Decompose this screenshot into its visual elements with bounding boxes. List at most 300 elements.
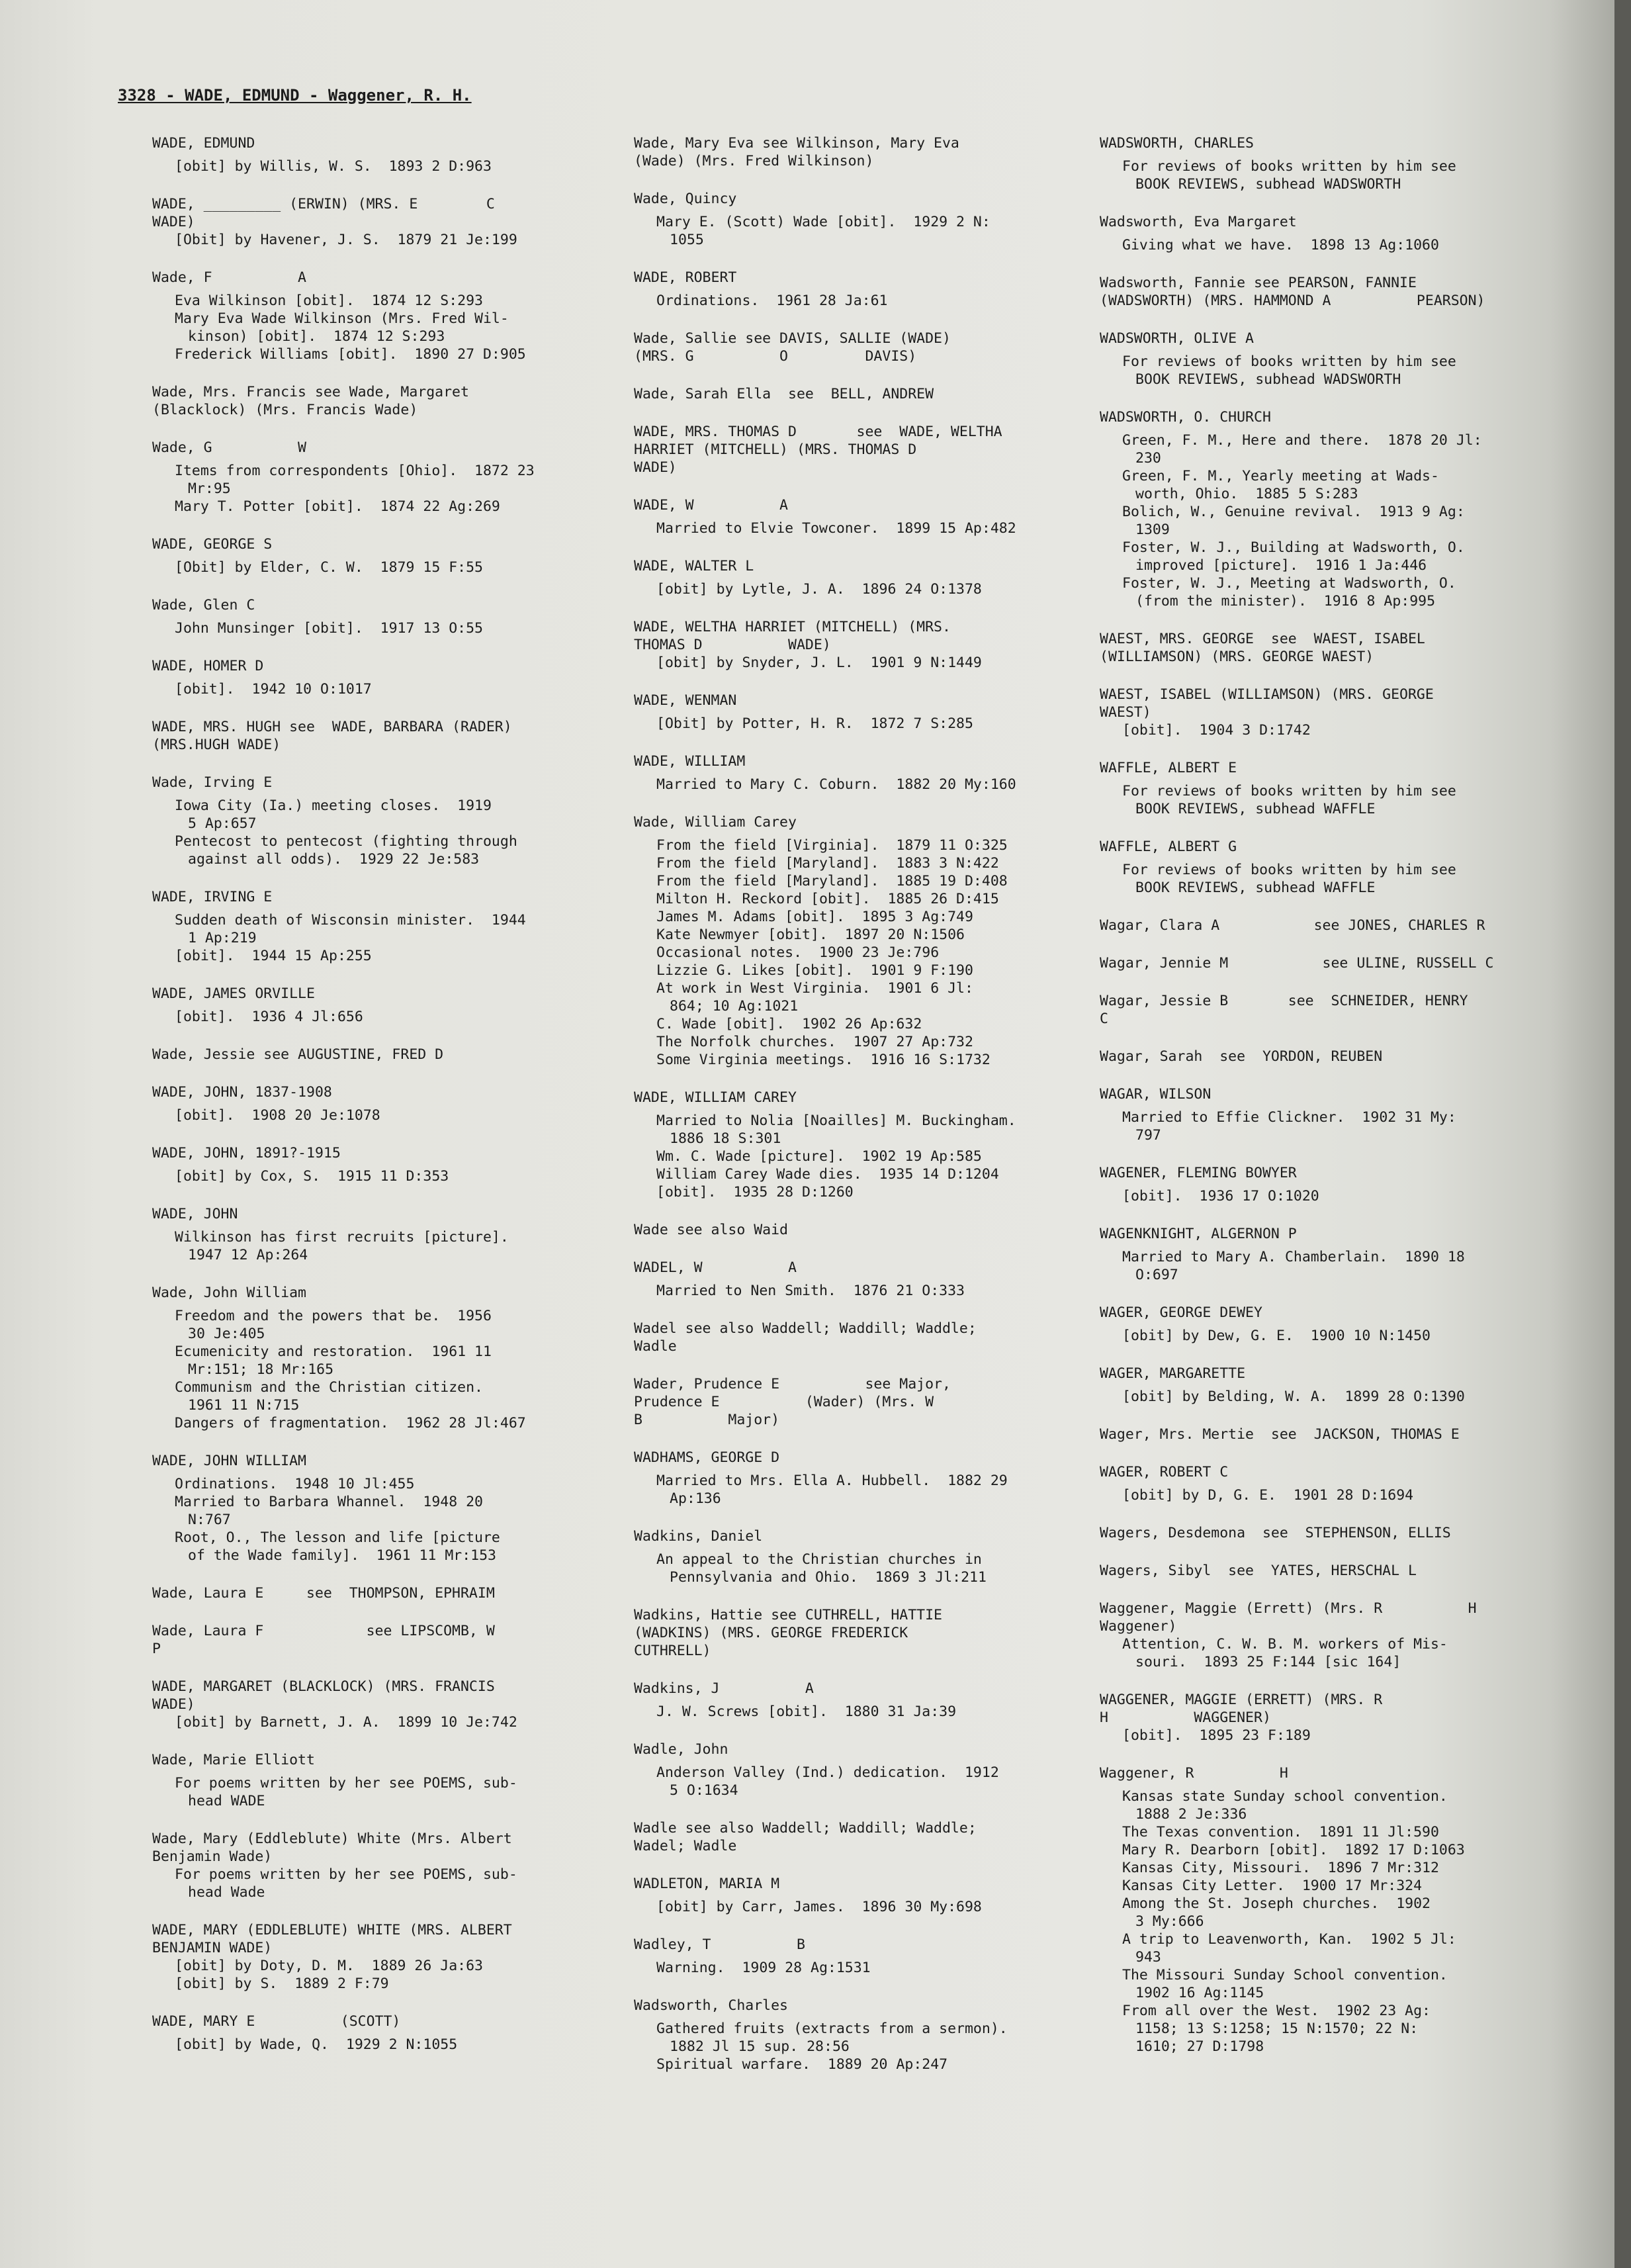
entry-heading: WADE, JOHN WILLIAM (152, 1453, 306, 1469)
entry-heading: Wadkins, Daniel (634, 1528, 763, 1545)
index-entry (1100, 1691, 1523, 1745)
index-entry (634, 496, 1090, 537)
entry-line: head WADE (188, 1793, 265, 1809)
entry-line: B Major) (634, 1412, 780, 1428)
entry-heading: WADE, MRS. HUGH see WADE, BARBARA (RADER) (152, 719, 512, 735)
index-entry (1100, 1304, 1523, 1345)
entry-heading: Wadle see also Waddell; Waddill; Waddle; (634, 1820, 977, 1837)
entry-line: [obit]. 1942 10 O:1017 (175, 681, 372, 698)
entry-heading: Wagar, Jessie B see SCHNEIDER, HENRY (1100, 993, 1468, 1009)
entry-heading: WADE, JOHN (152, 1206, 238, 1222)
entry-line: Ecumenicity and restoration. 1961 11 (175, 1343, 492, 1360)
entry-heading: Wade, Quincy (634, 191, 737, 207)
index-entry (1100, 1225, 1523, 1284)
entry-heading: Wadkins, J A (634, 1680, 814, 1697)
entry-line: 3 My:666 (1135, 1913, 1204, 1930)
entry-heading: Wagar, Jennie M see ULINE, RUSSELL C (1100, 955, 1494, 972)
entry-heading: WADEL, W A (634, 1259, 797, 1276)
entry-line: Married to Mary C. Coburn. 1882 20 My:160 (656, 776, 1016, 793)
entry-line: Eva Wilkinson [obit]. 1874 12 S:293 (175, 293, 483, 309)
entry-line: Married to Mrs. Ella A. Hubbell. 1882 29 (656, 1473, 1008, 1489)
entry-line: C. Wade [obit]. 1902 26 Ap:632 (656, 1016, 922, 1032)
entry-heading: Wadkins, Hattie see CUTHRELL, HATTIE (634, 1607, 942, 1623)
entry-line: Mary Eva Wade Wilkinson (Mrs. Fred Wil- (175, 310, 509, 327)
entry-line: [obit]. 1908 20 Je:1078 (175, 1107, 380, 1124)
index-entry (1100, 954, 1523, 972)
entry-line: Gathered fruits (extracts from a sermon). (656, 2020, 1008, 2037)
entry-line: From all over the West. 1902 23 Ag: (1122, 2003, 1431, 2019)
entry-line: 1882 Jl 15 sup. 28:56 (670, 2038, 850, 2055)
entry-line: Green, F. M., Here and there. 1878 20 Jl: (1122, 432, 1482, 449)
index-entry (634, 1997, 1090, 2073)
index-entry (152, 657, 629, 698)
entry-line: 30 Je:405 (188, 1326, 265, 1342)
entry-line: (WILLIAMSON) (MRS. GEORGE WAEST) (1100, 649, 1374, 665)
entry-line: BENJAMIN WADE) (152, 1940, 273, 1956)
entry-line: Items from correspondents [Ohio]. 1872 23 (175, 463, 535, 479)
entry-line: Mary E. (Scott) Wade [obit]. 1929 2 N: (656, 214, 991, 230)
index-entry (1100, 1764, 1523, 2056)
entry-heading: Wade, G W (152, 439, 306, 456)
entry-line: 5 O:1634 (670, 1782, 738, 1799)
entry-line: Mr:151; 18 Mr:165 (188, 1361, 334, 1378)
entry-line: [obit] by S. 1889 2 F:79 (175, 1975, 389, 1992)
index-entry (1100, 134, 1523, 193)
index-entry (152, 439, 629, 516)
entry-line: Freedom and the powers that be. 1956 (175, 1308, 492, 1324)
entry-line: 797 (1135, 1127, 1161, 1144)
entry-heading: WADE, W A (634, 497, 788, 514)
entry-line: (WADKINS) (MRS. GEORGE FREDERICK (634, 1625, 908, 1641)
entry-line: Married to Nolia [Noailles] M. Buckingham. (656, 1112, 1016, 1129)
index-entry (634, 1875, 1090, 1916)
entry-line: BOOK REVIEWS, subhead WADSWORTH (1135, 371, 1401, 388)
entry-line: 1 Ap:219 (188, 930, 257, 946)
entry-heading: WADE, GEORGE S (152, 536, 273, 553)
entry-line: Pentecost to pentecost (fighting through (175, 833, 517, 850)
entry-line: C (1100, 1011, 1108, 1027)
entry-line: Married to Nen Smith. 1876 21 O:333 (656, 1283, 965, 1299)
entry-heading: WAGER, MARGARETTE (1100, 1365, 1246, 1382)
entry-line: [obit] by Belding, W. A. 1899 28 O:1390 (1122, 1388, 1465, 1405)
entry-heading: WADE, HOMER D (152, 658, 264, 674)
entry-heading: Wade, Jessie see AUGUSTINE, FRED D (152, 1046, 444, 1063)
entry-heading: WADSWORTH, O. CHURCH (1100, 409, 1271, 426)
entry-heading: WADE, JAMES ORVILLE (152, 985, 315, 1002)
entry-line: 943 (1135, 1949, 1161, 1966)
index-entry (1100, 1085, 1523, 1144)
entry-heading: Wadel see also Waddell; Waddill; Waddle; (634, 1320, 977, 1337)
entry-heading: Wade, John William (152, 1285, 306, 1301)
entry-line: John Munsinger [obit]. 1917 13 O:55 (175, 620, 483, 637)
entry-heading: WAGENKNIGHT, ALGERNON P (1100, 1226, 1297, 1242)
index-entry (1100, 759, 1523, 818)
index-entry (1100, 686, 1523, 739)
index-entry (152, 1083, 629, 1124)
entry-line: From the field [Maryland]. 1885 19 D:408 (656, 873, 1008, 889)
entry-line: For poems written by her see POEMS, sub- (175, 1775, 517, 1792)
entry-line: 1947 12 Ap:264 (188, 1247, 308, 1263)
entry-line: 1055 (670, 232, 704, 248)
entry-line: Green, F. M., Yearly meeting at Wads- (1122, 468, 1439, 484)
index-entry (152, 2013, 629, 2054)
entry-line: 1961 11 N:715 (188, 1397, 300, 1414)
index-entry (152, 1584, 629, 1602)
entry-heading: WADE, WILLIAM (634, 753, 746, 770)
entry-line: William Carey Wade dies. 1935 14 D:1204 (656, 1166, 999, 1183)
entry-line: Giving what we have. 1898 13 Ag:1060 (1122, 237, 1439, 253)
entry-line: Warning. 1909 28 Ag:1531 (656, 1960, 871, 1976)
index-entry (1100, 1524, 1523, 1542)
entry-line: Wadel; Wadle (634, 1838, 737, 1854)
entry-heading: WAGAR, WILSON (1100, 1086, 1212, 1103)
entry-line: WADE) (152, 214, 195, 230)
index-entry (152, 1284, 629, 1432)
entry-line: From the field [Virginia]. 1879 11 O:325 (656, 837, 1008, 854)
index-entry (152, 596, 629, 637)
index-entry (634, 134, 1090, 170)
entry-line: Kate Newmyer [obit]. 1897 20 N:1506 (656, 927, 965, 943)
entry-line: [obit] by Cox, S. 1915 11 D:353 (175, 1168, 449, 1185)
entry-heading: WADE, WENMAN (634, 692, 737, 709)
entry-line: Frederick Williams [obit]. 1890 27 D:905 (175, 346, 526, 363)
index-entry (1100, 838, 1523, 897)
entry-heading: Wade, Marie Elliott (152, 1752, 315, 1768)
entry-line: [obit]. 1936 4 Jl:656 (175, 1009, 363, 1025)
index-entry (152, 535, 629, 576)
index-entry (634, 618, 1090, 672)
entry-line: (MRS.HUGH WADE) (152, 737, 281, 753)
index-entry (152, 195, 629, 249)
index-entry (634, 1936, 1090, 1977)
entry-heading: Wader, Prudence E see Major, (634, 1376, 951, 1392)
entry-heading: Wadle, John (634, 1741, 728, 1758)
entry-line: Married to Mary A. Chamberlain. 1890 18 (1122, 1249, 1465, 1265)
index-entry (152, 134, 629, 175)
entry-line: Benjamin Wade) (152, 1848, 273, 1865)
entry-line: souri. 1893 25 F:144 [sic 164] (1135, 1654, 1401, 1670)
entry-line: WADE) (634, 459, 677, 476)
entry-line: For reviews of books written by him see (1122, 783, 1456, 799)
entry-heading: Wadley, T B (634, 1936, 805, 1953)
entry-heading: WAGGENER, MAGGIE (ERRETT) (MRS. R (1100, 1692, 1383, 1708)
index-entry (1100, 1048, 1523, 1066)
entry-heading: WADE, WALTER L (634, 558, 754, 574)
entry-line: Sudden death of Wisconsin minister. 1944 (175, 912, 526, 929)
index-entry (152, 1144, 629, 1185)
index-entry (1100, 274, 1523, 310)
entry-line: BOOK REVIEWS, subhead WAFFLE (1135, 801, 1376, 817)
entry-line: H WAGGENER) (1100, 1709, 1271, 1726)
entry-line: 1309 (1135, 522, 1170, 538)
entry-line: WADE) (152, 1696, 195, 1713)
index-entry (152, 1205, 629, 1264)
index-entry (634, 269, 1090, 310)
entry-line: The Missouri Sunday School convention. (1122, 1967, 1448, 1983)
index-entry (634, 385, 1090, 403)
entry-line: Among the St. Joseph churches. 1902 (1122, 1895, 1431, 1912)
entry-line: N:767 (188, 1512, 231, 1528)
entry-line: worth, Ohio. 1885 5 S:283 (1135, 486, 1358, 502)
index-entry (152, 774, 629, 868)
entry-line: For reviews of books written by him see (1122, 862, 1456, 878)
index-entry (1100, 1600, 1523, 1671)
entry-line: (WADSWORTH) (MRS. HAMMOND A PEARSON) (1100, 293, 1485, 309)
entry-line: [obit] by D, G. E. 1901 28 D:1694 (1122, 1487, 1414, 1504)
index-entry (152, 1622, 629, 1658)
index-entry (634, 1819, 1090, 1855)
entry-line: James M. Adams [obit]. 1895 3 Ag:749 (656, 909, 973, 925)
entry-heading: WADE, JOHN, 1891?-1915 (152, 1145, 341, 1161)
entry-line: (Blacklock) (Mrs. Francis Wade) (152, 402, 418, 418)
entry-line: [obit]. 1904 3 D:1742 (1122, 722, 1311, 739)
entry-line: [Obit] by Potter, H. R. 1872 7 S:285 (656, 715, 973, 732)
entry-heading: Wadsworth, Fannie see PEARSON, FANNIE (1100, 275, 1417, 291)
entry-line: WAEST) (1100, 704, 1151, 721)
entry-heading: Wadsworth, Charles (634, 1997, 788, 2014)
entry-heading: Wade, Laura E see THOMPSON, EPHRAIM (152, 1585, 495, 1602)
entry-heading: Wade, William Carey (634, 814, 797, 831)
entry-line: Mary T. Potter [obit]. 1874 22 Ag:269 (175, 498, 500, 515)
entry-line: CUTHRELL) (634, 1643, 711, 1659)
entry-heading: WADE, IRVING E (152, 889, 273, 905)
index-column-1 (152, 134, 629, 2073)
entry-line: A trip to Leavenworth, Kan. 1902 5 Jl: (1122, 1931, 1456, 1948)
entry-heading: WAFFLE, ALBERT G (1100, 839, 1237, 855)
entry-heading: WAFFLE, ALBERT E (1100, 760, 1237, 776)
index-entry (1100, 330, 1523, 388)
entry-line: Kansas state Sunday school convention. (1122, 1788, 1448, 1805)
entry-line: Married to Barbara Whannel. 1948 20 (175, 1494, 483, 1510)
entry-line: Kansas City Letter. 1900 17 Mr:324 (1122, 1878, 1423, 1894)
entry-line: Waggener) (1100, 1618, 1177, 1635)
entry-line: [obit] by Barnett, J. A. 1899 10 Je:742 (175, 1714, 517, 1731)
entry-heading: WAEST, ISABEL (WILLIAMSON) (MRS. GEORGE (1100, 686, 1434, 703)
entry-line: Dangers of fragmentation. 1962 28 Jl:467 (175, 1415, 526, 1431)
entry-line: [obit]. 1895 23 F:189 (1122, 1727, 1311, 1744)
entry-heading: WAGER, GEORGE DEWEY (1100, 1304, 1262, 1321)
entry-line: [obit] by Lytle, J. A. 1896 24 O:1378 (656, 581, 982, 598)
entry-line: kinson) [obit]. 1874 12 S:293 (188, 328, 445, 345)
index-entry (634, 1527, 1090, 1586)
index-column-3 (1100, 134, 1523, 2075)
entry-heading: Wade, Glen C (152, 597, 255, 613)
index-entry (152, 888, 629, 965)
entry-heading: WADE, ROBERT (634, 269, 737, 286)
index-entry (634, 813, 1090, 1069)
entry-heading: WADE, MRS. THOMAS D see WADE, WELTHA (634, 424, 1002, 440)
entry-line: [obit] by Willis, W. S. 1893 2 D:963 (175, 158, 492, 175)
index-entry (152, 1678, 629, 1731)
entry-heading: Wade, Irving E (152, 774, 273, 791)
index-entry (634, 1606, 1090, 1660)
entry-line: HARRIET (MITCHELL) (MRS. THOMAS D (634, 441, 917, 458)
index-entry (152, 1452, 629, 1565)
index-entry (634, 1089, 1090, 1201)
entry-line: [Obit] by Havener, J. S. 1879 21 Je:199 (175, 232, 517, 248)
entry-line: [obit] by Snyder, J. L. 1901 9 N:1449 (656, 655, 982, 671)
entry-heading: Wade, Laura F see LIPSCOMB, W (152, 1623, 495, 1639)
index-entry (1100, 1365, 1523, 1406)
index-entry (634, 1320, 1090, 1355)
index-entry (1100, 992, 1523, 1028)
index-entry (634, 1259, 1090, 1300)
index-entry (634, 1221, 1090, 1239)
entry-line: 1610; 27 D:1798 (1135, 2038, 1264, 2055)
index-entry (152, 1046, 629, 1064)
entry-heading: WAEST, MRS. GEORGE see WAEST, ISABEL (1100, 631, 1425, 647)
index-entry (1100, 1562, 1523, 1580)
index-entry (634, 423, 1090, 476)
entry-line: Wadle (634, 1338, 677, 1355)
entry-line: From the field [Maryland]. 1883 3 N:422 (656, 855, 999, 872)
entry-line: 1888 2 Je:336 (1135, 1806, 1247, 1823)
entry-heading: WADLETON, MARIA M (634, 1876, 780, 1892)
entry-heading: Wade, Sallie see DAVIS, SALLIE (WADE) (634, 330, 951, 347)
entry-line: [obit]. 1936 17 O:1020 (1122, 1188, 1319, 1204)
entry-line: Foster, W. J., Building at Wadsworth, O. (1122, 539, 1465, 556)
entry-heading: WADE, EDMUND (152, 135, 255, 152)
index-entry (152, 985, 629, 1026)
entry-line: Some Virginia meetings. 1916 16 S:1732 (656, 1052, 991, 1068)
entry-line: Communism and the Christian citizen. (175, 1379, 483, 1396)
entry-heading: WADSWORTH, CHARLES (1100, 135, 1254, 152)
index-entry (1100, 1463, 1523, 1504)
entry-heading: WADE, _________ (ERWIN) (MRS. E C (152, 196, 495, 212)
entry-line: 864; 10 Ag:1021 (670, 998, 799, 1015)
entry-line: For poems written by her see POEMS, sub- (175, 1866, 517, 1883)
entry-heading: Wagar, Clara A see JONES, CHARLES R (1100, 917, 1485, 934)
index-entry (152, 1921, 629, 1993)
index-entry (634, 692, 1090, 733)
entry-line: Ordinations. 1948 10 Jl:455 (175, 1476, 415, 1492)
entry-line: BOOK REVIEWS, subhead WAFFLE (1135, 880, 1376, 896)
entry-heading: Wagers, Sibyl see YATES, HERSCHAL L (1100, 1563, 1417, 1579)
entry-line: Ap:136 (670, 1490, 721, 1507)
entry-line: [obit]. 1935 28 D:1260 (656, 1184, 854, 1201)
entry-line: Pennsylvania and Ohio. 1869 3 Jl:211 (670, 1569, 987, 1586)
entry-line: For reviews of books written by him see (1122, 158, 1456, 175)
entry-heading: WADE, WELTHA HARRIET (MITCHELL) (MRS. (634, 619, 951, 635)
entry-line: Married to Elvie Towconer. 1899 15 Ap:482 (656, 520, 1016, 537)
entry-line: The Norfolk churches. 1907 27 Ap:732 (656, 1034, 973, 1050)
entry-line: Occasional notes. 1900 23 Je:796 (656, 944, 940, 961)
entry-line: Ordinations. 1961 28 Ja:61 (656, 293, 888, 309)
entry-line: Iowa City (Ia.) meeting closes. 1919 (175, 797, 492, 814)
entry-line: O:697 (1135, 1267, 1178, 1283)
entry-line: Wilkinson has first recruits [picture]. (175, 1229, 509, 1246)
index-entry (634, 752, 1090, 794)
entry-line: The Texas convention. 1891 11 Jl:590 (1122, 1824, 1439, 1840)
entry-line: [obit]. 1944 15 Ap:255 (175, 948, 372, 964)
entry-line: Mary R. Dearborn [obit]. 1892 17 D:1063 (1122, 1842, 1465, 1858)
entry-heading: WADE, JOHN, 1837-1908 (152, 1084, 332, 1101)
index-entry (1100, 1164, 1523, 1205)
index-entry (634, 190, 1090, 249)
index-entry (152, 1830, 629, 1901)
entry-line: (from the minister). 1916 8 Ap:995 (1135, 593, 1436, 610)
entry-line: Attention, C. W. B. M. workers of Mis- (1122, 1636, 1448, 1653)
index-entry (634, 1680, 1090, 1721)
entry-line: Mr:95 (188, 480, 231, 497)
index-entry (634, 1375, 1090, 1429)
entry-line: An appeal to the Christian churches in (656, 1551, 982, 1568)
entry-line: of the Wade family]. 1961 11 Mr:153 (188, 1547, 496, 1564)
entry-line: Bolich, W., Genuine revival. 1913 9 Ag: (1122, 504, 1465, 520)
entry-heading: Wager, Mrs. Mertie see JACKSON, THOMAS E (1100, 1426, 1460, 1443)
entry-heading: WADE, MARY E (SCOTT) (152, 2013, 401, 2030)
index-entry (1100, 213, 1523, 254)
entry-line: At work in West Virginia. 1901 6 Jl: (656, 980, 973, 997)
entry-line: THOMAS D WADE) (634, 637, 831, 653)
entry-line: 1902 16 Ag:1145 (1135, 1985, 1264, 2001)
index-entry (152, 718, 629, 754)
index-entry (152, 383, 629, 419)
index-entry (634, 330, 1090, 365)
entry-line: Spiritual warfare. 1889 20 Ap:247 (656, 2056, 948, 2073)
entry-heading: WADE, MARGARET (BLACKLOCK) (MRS. FRANCIS (152, 1678, 495, 1695)
entry-heading: Wade, Mrs. Francis see Wade, Margaret (152, 384, 469, 400)
index-entry (634, 1741, 1090, 1799)
entry-heading: Wadsworth, Eva Margaret (1100, 214, 1297, 230)
entry-heading: Wade, Mary Eva see Wilkinson, Mary Eva (634, 135, 959, 152)
entry-line: (MRS. G O DAVIS) (634, 348, 917, 365)
entry-line: [obit] by Doty, D. M. 1889 26 Ja:63 (175, 1958, 483, 1974)
index-entry (634, 557, 1090, 598)
page-header: 3328 - WADE, EDMUND - Waggener, R. H. (118, 86, 472, 105)
index-entry (1100, 408, 1523, 610)
entry-heading: WAGER, ROBERT C (1100, 1464, 1229, 1480)
entry-line: (Wade) (Mrs. Fred Wilkinson) (634, 153, 874, 169)
entry-heading: Waggener, Maggie (Errett) (Mrs. R H (1100, 1600, 1477, 1617)
entry-line: improved [picture]. 1916 1 Ja:446 (1135, 557, 1427, 574)
entry-line: 230 (1135, 450, 1161, 467)
entry-line: Anderson Valley (Ind.) dedication. 1912 (656, 1764, 999, 1781)
entry-heading: Waggener, R H (1100, 1765, 1288, 1782)
entry-line: head Wade (188, 1884, 265, 1901)
entry-heading: WADSWORTH, OLIVE A (1100, 330, 1254, 347)
entry-heading: Wagers, Desdemona see STEPHENSON, ELLIS (1100, 1525, 1451, 1541)
entry-line: Married to Effie Clickner. 1902 31 My: (1122, 1109, 1456, 1126)
entry-line: Root, O., The lesson and life [picture (175, 1529, 500, 1546)
entry-heading: WADE, WILLIAM CAREY (634, 1089, 797, 1106)
entry-line: [obit] by Carr, James. 1896 30 My:698 (656, 1899, 982, 1915)
entry-line: [Obit] by Elder, C. W. 1879 15 F:55 (175, 559, 483, 576)
entry-line: 5 Ap:657 (188, 815, 257, 832)
entry-line: Milton H. Reckord [obit]. 1885 26 D:415 (656, 891, 999, 907)
index-entry (152, 269, 629, 363)
entry-line: [obit] by Dew, G. E. 1900 10 N:1450 (1122, 1328, 1431, 1344)
entry-line: 1886 18 S:301 (670, 1130, 781, 1147)
entry-heading: Wade see also Waid (634, 1222, 788, 1238)
entry-line: Prudence E (Wader) (Mrs. W (634, 1394, 934, 1410)
entry-heading: Wagar, Sarah see YORDON, REUBEN (1100, 1048, 1383, 1065)
entry-line: Wm. C. Wade [picture]. 1902 19 Ap:585 (656, 1148, 982, 1165)
entry-heading: Wade, Mary (Eddleblute) White (Mrs. Albert (152, 1831, 512, 1847)
entry-heading: Wade, Sarah Ella see BELL, ANDREW (634, 386, 934, 402)
entry-line: against all odds). 1929 22 Je:583 (188, 851, 480, 868)
entry-line: Kansas City, Missouri. 1896 7 Mr:312 (1122, 1860, 1439, 1876)
entry-heading: WAGENER, FLEMING BOWYER (1100, 1165, 1297, 1181)
index-entry (152, 1751, 629, 1810)
index-entry (634, 1449, 1090, 1508)
entry-line: Lizzie G. Likes [obit]. 1901 9 F:190 (656, 962, 973, 979)
entry-line: [obit] by Wade, Q. 1929 2 N:1055 (175, 2036, 458, 2053)
entry-line: 1158; 13 S:1258; 15 N:1570; 22 N: (1135, 2020, 1419, 2037)
entry-line: For reviews of books written by him see (1122, 353, 1456, 370)
entry-line: BOOK REVIEWS, subhead WADSWORTH (1135, 176, 1401, 193)
entry-heading: Wade, F A (152, 269, 306, 286)
